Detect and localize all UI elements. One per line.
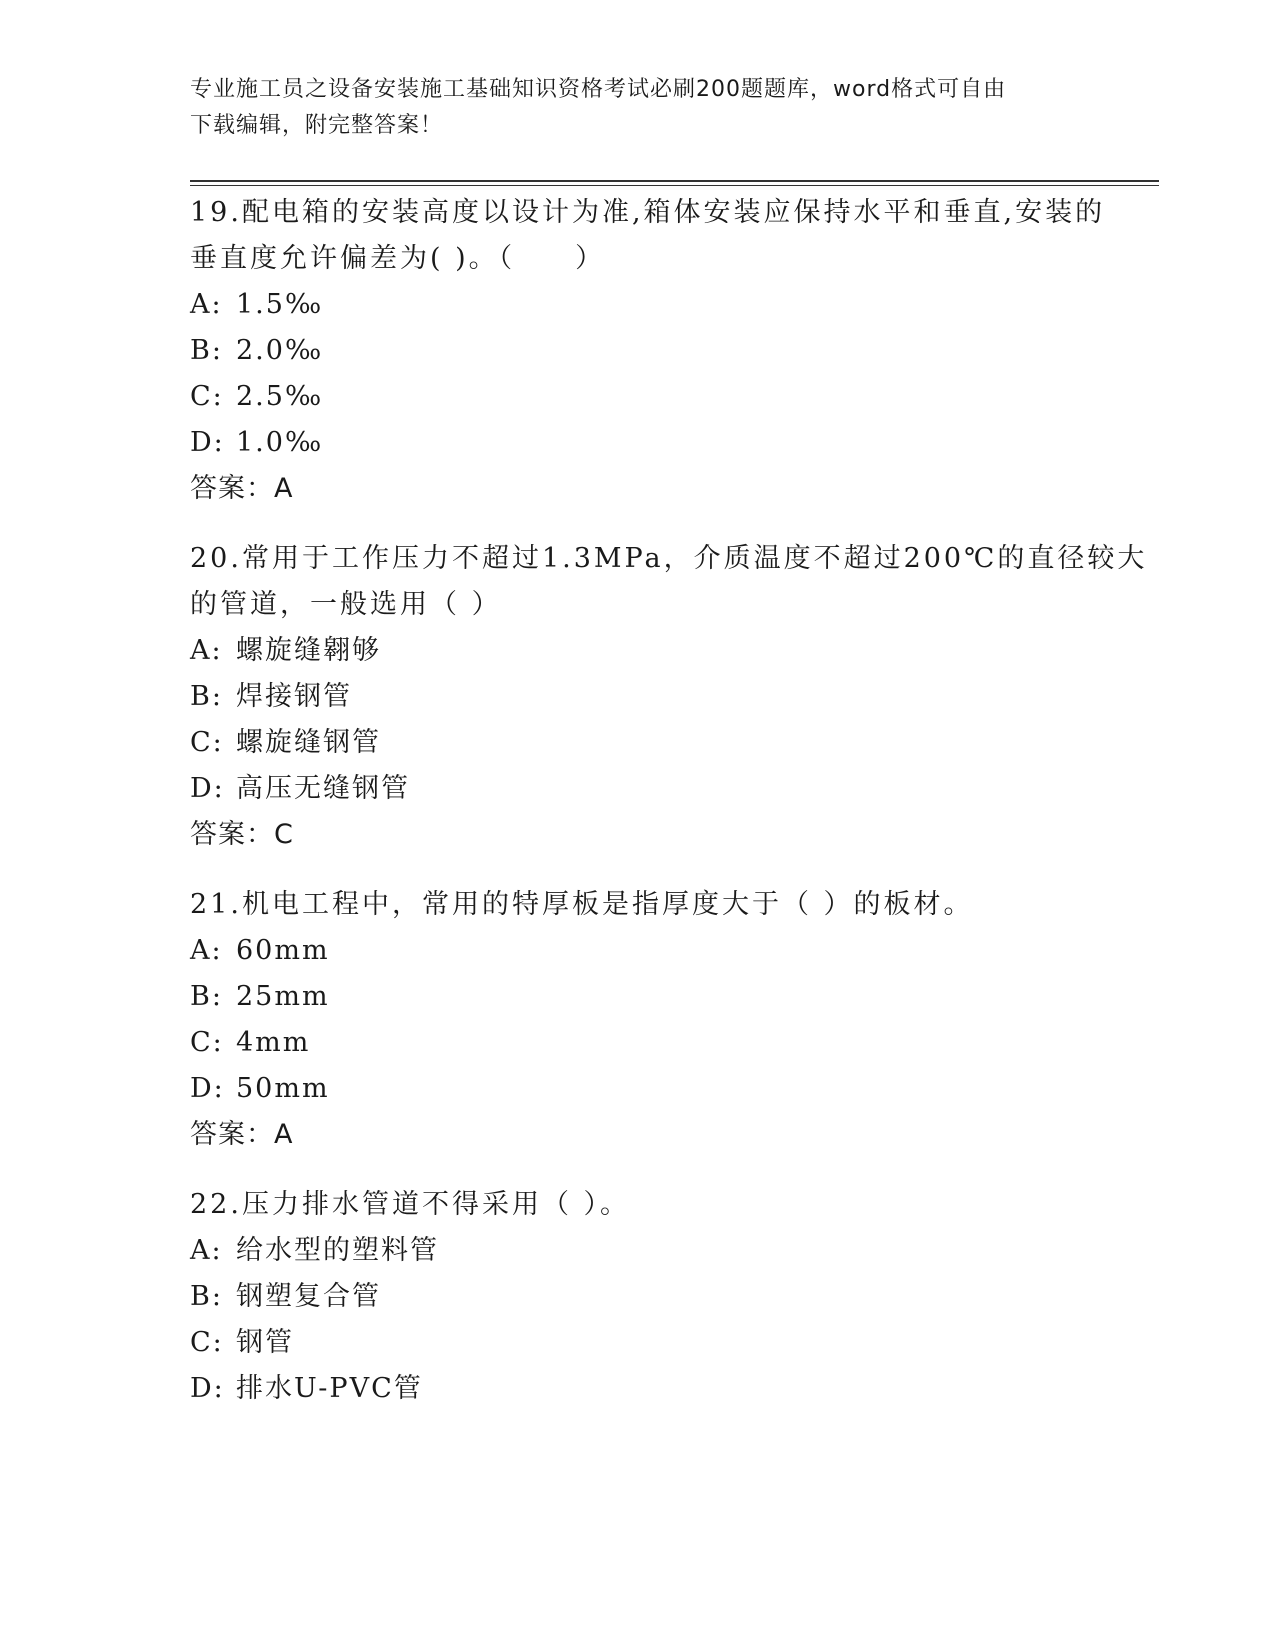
header-divider-thick bbox=[190, 180, 1159, 182]
header-line-1: 专业施工员之设备安装施工基础知识资格考试必刷200题题库，word格式可自由 bbox=[190, 77, 1007, 102]
question-list bbox=[190, 190, 1148, 1436]
header-divider-thin bbox=[190, 185, 1159, 186]
answer-label: 答案： bbox=[190, 1119, 274, 1150]
option-text: 钢管 bbox=[236, 1327, 294, 1358]
answer-option bbox=[190, 374, 1090, 420]
option-text: 排水U-PVC管 bbox=[236, 1373, 423, 1404]
option-text: 焊接钢管 bbox=[236, 681, 352, 712]
option-letter: B: bbox=[190, 981, 223, 1012]
option-text: 给水型的塑料管 bbox=[236, 1235, 439, 1266]
option-text: 1.5‰ bbox=[236, 289, 324, 320]
option-text: 4mm bbox=[236, 1027, 311, 1058]
answer-option bbox=[190, 328, 1090, 374]
question-block bbox=[190, 190, 1106, 512]
option-letter: D: bbox=[190, 773, 225, 804]
option-text: 螺旋缝钢管 bbox=[236, 727, 381, 758]
answer-label: 答案： bbox=[190, 819, 274, 850]
option-letter: C: bbox=[190, 727, 224, 758]
answer-value: A bbox=[274, 473, 294, 504]
question-stem-line: 19.配电箱的安装高度以设计为准,箱体安装应保持水平和垂直,安装的 bbox=[190, 197, 1106, 228]
answer-line bbox=[190, 466, 1090, 512]
option-letter: D: bbox=[190, 1373, 225, 1404]
question-block bbox=[190, 882, 1090, 1158]
option-text: 高压无缝钢管 bbox=[236, 773, 410, 804]
answer-option bbox=[190, 1274, 1090, 1320]
question-stem-line: 22.压力排水管道不得采用（ ）。 bbox=[190, 1189, 631, 1220]
option-letter: A: bbox=[190, 1235, 223, 1266]
answer-value: A bbox=[274, 1119, 294, 1150]
question-block bbox=[190, 536, 1148, 858]
answer-value: C bbox=[274, 819, 294, 850]
answer-option bbox=[190, 766, 1090, 812]
option-text: 50mm bbox=[236, 1073, 330, 1104]
option-letter: B: bbox=[190, 681, 223, 712]
answer-option bbox=[190, 420, 1090, 466]
option-letter: B: bbox=[190, 335, 223, 366]
question-stem-line: 20.常用于工作压力不超过1.3MPa，介质温度不超过200℃的直径较大 bbox=[190, 543, 1148, 574]
option-letter: B: bbox=[190, 1281, 223, 1312]
answer-option bbox=[190, 1228, 1090, 1274]
option-letter: D: bbox=[190, 1073, 225, 1104]
answer-option bbox=[190, 974, 1090, 1020]
option-text: 1.0‰ bbox=[236, 427, 324, 458]
option-text: 2.5‰ bbox=[236, 381, 324, 412]
answer-line bbox=[190, 812, 1090, 858]
option-letter: C: bbox=[190, 381, 224, 412]
option-letter: D: bbox=[190, 427, 225, 458]
option-text: 25mm bbox=[236, 981, 330, 1012]
option-letter: A: bbox=[190, 635, 223, 666]
answer-option bbox=[190, 674, 1090, 720]
question-stem-line: 21.机电工程中，常用的特厚板是指厚度大于（ ）的板材。 bbox=[190, 889, 974, 920]
answer-option bbox=[190, 628, 1090, 674]
question-block bbox=[190, 1182, 1090, 1412]
question-stem-line: 垂直度允许偏差为( )。（ ） bbox=[190, 243, 606, 274]
answer-option bbox=[190, 282, 1090, 328]
answer-label: 答案： bbox=[190, 473, 274, 504]
option-text: 钢塑复合管 bbox=[236, 1281, 381, 1312]
option-letter: A: bbox=[190, 289, 223, 320]
answer-line bbox=[190, 1112, 1090, 1158]
answer-option bbox=[190, 1320, 1090, 1366]
answer-option bbox=[190, 1066, 1090, 1112]
option-letter: C: bbox=[190, 1327, 224, 1358]
answer-option bbox=[190, 1366, 1090, 1412]
option-text: 螺旋缝翱够 bbox=[236, 635, 381, 666]
option-letter: A: bbox=[190, 935, 223, 966]
option-letter: C: bbox=[190, 1027, 224, 1058]
answer-option bbox=[190, 928, 1090, 974]
document-header bbox=[190, 72, 1090, 144]
answer-option bbox=[190, 720, 1090, 766]
question-stem-line: 的管道，一般选用（ ） bbox=[190, 589, 502, 620]
option-text: 2.0‰ bbox=[236, 335, 324, 366]
option-text: 60mm bbox=[236, 935, 330, 966]
header-line-2: 下载编辑，附完整答案！ bbox=[190, 113, 444, 138]
answer-option bbox=[190, 1020, 1090, 1066]
